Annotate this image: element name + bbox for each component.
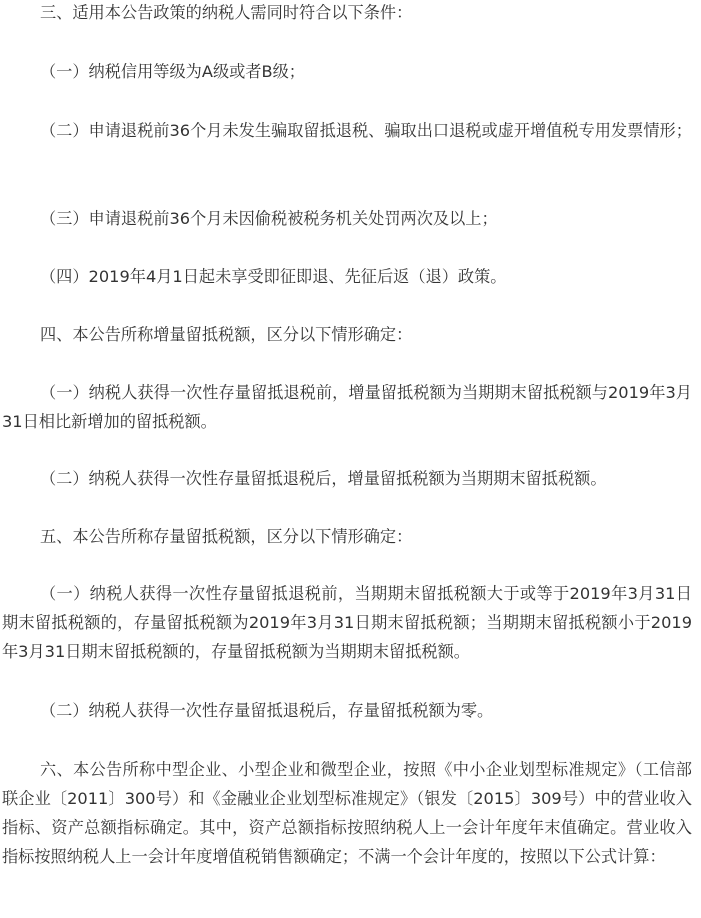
paragraph-section-4-item-2: （二）纳税人获得一次性存量留抵退税后，增量留抵税额为当期期末留抵税额。 <box>40 469 607 488</box>
paragraph-item-2: （二）申请退税前36个月未发生骗取留抵退税、骗取出口退税或虚开增值税专用发票情形； <box>40 121 692 140</box>
paragraph-item-4: （四）2019年4月1日起未享受即征即退、先征后返（退）政策。 <box>40 267 507 286</box>
paragraph-section-4-item-1: （一）纳税人获得一次性存量留抵退税前，增量留抵税额为当期期末留抵税额与2019年3月31日相比新增加的留抵税额。 <box>2 383 692 431</box>
paragraph-item-1: （一）纳税信用等级为A级或者B级； <box>40 62 305 81</box>
paragraph-section-5-item-2: （二）纳税人获得一次性存量留抵退税后，存量留抵税额为零。 <box>40 701 494 720</box>
paragraph-section-5-heading: 五、本公告所称存量留抵税额，区分以下情形确定： <box>40 527 413 546</box>
paragraph-section-4-heading: 四、本公告所称增量留抵税额，区分以下情形确定： <box>40 325 413 344</box>
paragraph-section-3-heading: 三、适用本公告政策的纳税人需同时符合以下条件： <box>40 3 413 22</box>
paragraph-item-3: （三）申请退税前36个月未因偷税被税务机关处罚两次及以上； <box>40 209 498 228</box>
paragraph-section-5-item-1: （一）纳税人获得一次性存量留抵退税前，当期期末留抵税额大于或等于2019年3月31日期末留抵税额的，存量留抵税额为2019年3月31日期末留抵税额；当期期末留抵税额小于2019年3月31日期末留抵税额的，存量留抵税额为当期期末留抵税额。 <box>2 584 692 661</box>
paragraph-section-6: 六、本公告所称中型企业、小型企业和微型企业，按照《中小企业划型标准规定》（工信部联企业〔2011〕300号）和《金融业企业划型标准规定》（银发〔2015〕309号）中的营业收入指标、资产总额指标确定。其中，资产总额指标按照纳税人上一会计年度年末值确定。营业收入指标按照纳税人上一会计年度增值税销售额确定；不满一个会计年度的，按照以下公式计算： <box>2 760 692 866</box>
